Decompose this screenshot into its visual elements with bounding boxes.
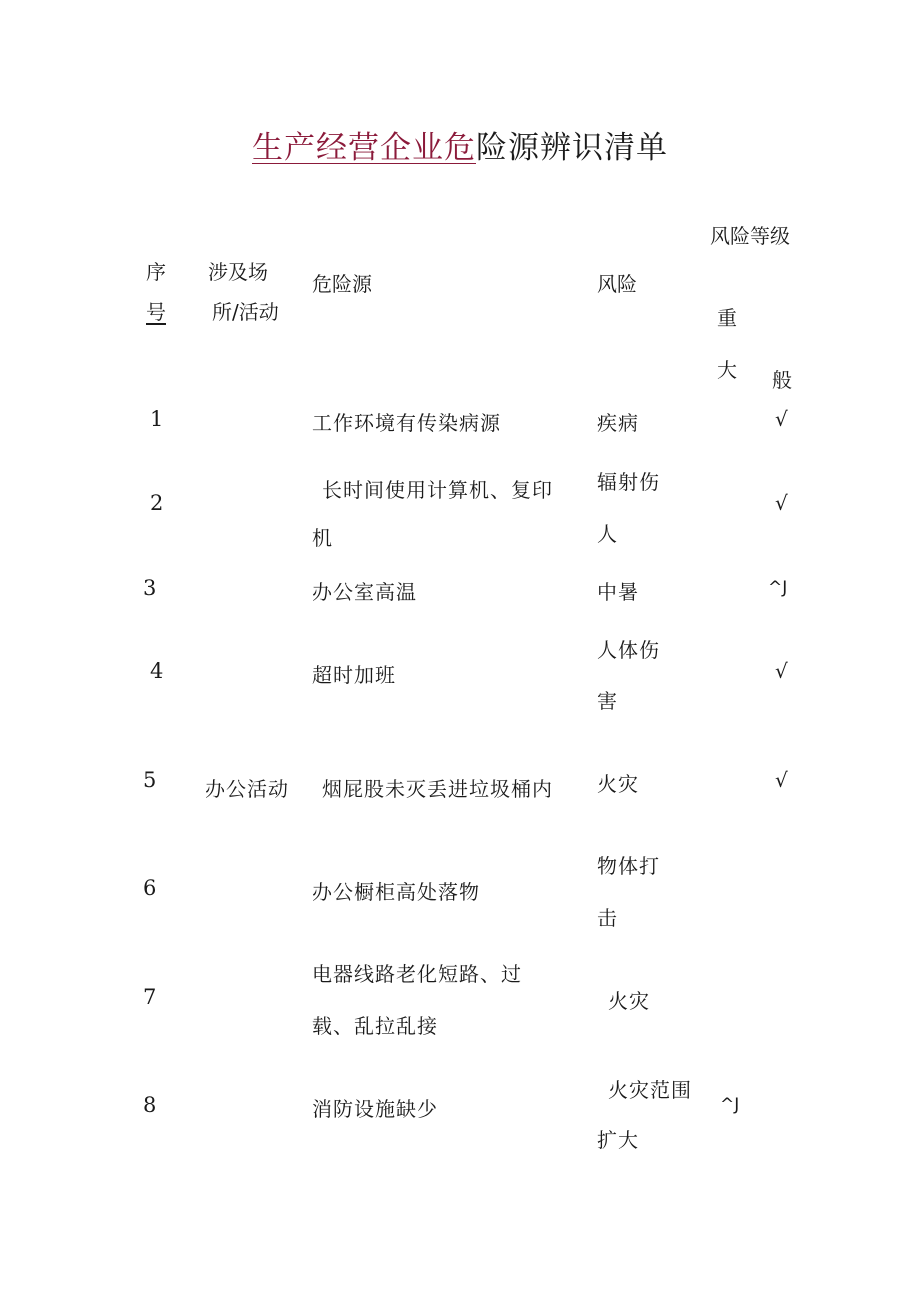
row-7-number: 7	[143, 985, 157, 1009]
row-7-hazard-line1: 电器线路老化短路、过	[312, 962, 522, 986]
row-2-hazard-line2: 机	[312, 526, 333, 550]
title-rest: 险源辨识清单	[476, 130, 668, 166]
row-5-place: 办公活动	[205, 777, 289, 801]
row-8-risk-line2: 扩大	[597, 1128, 639, 1152]
row-2-general-check: √	[775, 491, 788, 515]
row-4-number: 4	[150, 659, 164, 683]
header-seq-line2: 号	[146, 300, 166, 324]
header-risk: 风险	[597, 272, 637, 296]
row-5-number: 5	[143, 768, 157, 792]
header-major-line2: 大	[717, 358, 737, 382]
row-6-hazard: 办公橱柜高处落物	[312, 880, 480, 904]
row-3-hazard: 办公室高温	[312, 580, 417, 604]
row-5-risk: 火灾	[597, 772, 639, 796]
header-place-line1: 涉及场	[208, 260, 268, 284]
header-place-line2: 所/活动	[212, 300, 279, 324]
row-4-general-check: √	[775, 659, 788, 683]
header-general: 般	[772, 368, 792, 392]
row-6-number: 6	[143, 876, 157, 900]
row-8-number: 8	[143, 1093, 157, 1117]
row-2-risk-line1: 辐射伤	[597, 470, 660, 494]
row-1-hazard: 工作环境有传染病源	[312, 411, 501, 435]
row-6-risk-line1: 物体打	[597, 854, 660, 878]
row-1-number: 1	[150, 407, 164, 431]
row-1-risk: 疾病	[597, 411, 639, 435]
row-7-hazard-line2: 载、乱拉乱接	[312, 1014, 438, 1038]
row-4-hazard: 超时加班	[312, 663, 396, 687]
row-7-risk: 火灾	[608, 989, 650, 1013]
row-1-general-check: √	[775, 407, 788, 431]
row-4-risk-line2: 害	[597, 689, 618, 713]
row-3-number: 3	[143, 576, 157, 600]
header-seq-line1: 序	[146, 260, 166, 284]
row-2-number: 2	[150, 491, 164, 515]
row-6-risk-line2: 击	[597, 906, 618, 930]
row-8-risk-line1: 火灾范围	[608, 1078, 692, 1102]
header-risk-level: 风险等级	[710, 224, 790, 248]
title-highlighted: 生产经营企业危	[252, 130, 476, 166]
row-2-hazard-line1: 长时间使用计算机、复印	[322, 478, 553, 502]
header-major-line1: 重	[717, 306, 737, 330]
header-hazard: 危险源	[312, 272, 372, 296]
row-8-hazard: 消防设施缺少	[312, 1097, 438, 1121]
row-8-major-check: ^J	[720, 1095, 740, 1115]
row-3-risk: 中暑	[597, 580, 639, 604]
row-3-general-check: ^J	[768, 578, 788, 598]
page-title	[0, 122, 920, 167]
row-5-hazard: 烟屁股未灭丢进垃圾桶内	[322, 777, 553, 801]
row-4-risk-line1: 人体伤	[597, 638, 660, 662]
row-5-general-check: √	[775, 768, 788, 792]
row-2-risk-line2: 人	[597, 522, 618, 546]
